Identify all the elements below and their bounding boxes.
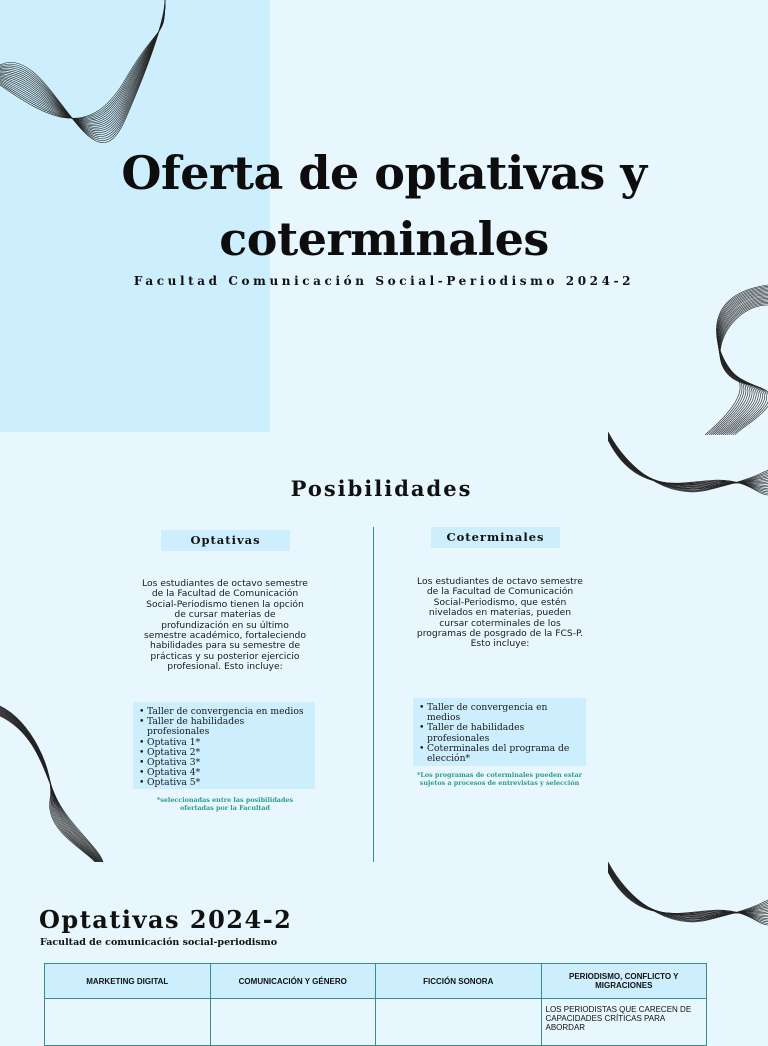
- optativas-section-title: Optativas 2024-2: [39, 905, 293, 934]
- table-header: COMUNICACIÓN Y GÉNERO: [210, 964, 376, 999]
- table-header-row: [45, 964, 707, 999]
- table-cell: LOS PERIODISTAS QUE CARECEN DE CAPACIDADES CRÍTICAS PARA ABORDAR: [541, 999, 707, 1046]
- coterminales-list-box: [413, 698, 586, 766]
- optativas-table: [44, 963, 707, 1046]
- table-header: FICCIÓN SONORA: [376, 964, 542, 999]
- optativas-description: Los estudiantes de octavo semestre de la Facultad de Comunicación Social-Periodismo tienen la opción de cursar materias de profundización en su último semestre académico, fortaleciendo habilidades para su semestre de prácticas y su posterior ejercicio profesional. Esto incluye:: [142, 578, 308, 673]
- page-subtitle: Facultad Comunicación Social-Periodismo 2024-2: [133, 274, 635, 288]
- list-item: • Coterminales del programa de elección*: [427, 744, 580, 764]
- coterminales-list: [413, 698, 586, 769]
- table-header: PERIODISMO, CONFLICTO Y MIGRACIONES: [541, 964, 707, 999]
- list-item: • Taller de habilidades profesionales: [147, 717, 309, 737]
- section-title-posibilidades: Posibilidades: [290, 476, 473, 501]
- optativas-list-box: [133, 702, 315, 789]
- column-divider: [373, 527, 374, 862]
- list-item: • Taller de convergencia en medios: [147, 707, 309, 717]
- page-title: Oferta de optativas y coterminales: [121, 146, 647, 266]
- table-cell: [376, 999, 542, 1046]
- optativas-section-subtitle: Facultad de comunicación social-periodismo: [40, 937, 278, 948]
- list-item: • Optativa 1*: [147, 738, 309, 748]
- wave-decoration-right-lower: [608, 860, 768, 960]
- list-item: • Optativa 3*: [147, 758, 309, 768]
- table-header: MARKETING DIGITAL: [45, 964, 211, 999]
- list-item: • Optativa 4*: [147, 768, 309, 778]
- coterminales-description: Los estudiantes de octavo semestre de la Facultad de Comunicación Social-Periodismo, que estén nivelados en materias, pueden cursar coterminales de los programas de posgrado de la FCS-P. Esto incluye:: [416, 576, 584, 650]
- optativas-list: [133, 702, 315, 794]
- optativas-footnote: *seleccionadas entre las posibilidades ofertadas por la Facultad: [156, 796, 294, 812]
- table-row: [45, 999, 707, 1046]
- wave-decoration-right-upper: [655, 265, 768, 435]
- list-item: • Optativa 2*: [147, 748, 309, 758]
- list-item: • Optativa 5*: [147, 778, 309, 788]
- coterminales-tag: Coterminales: [431, 527, 560, 548]
- table-cell: [45, 999, 211, 1046]
- wave-decoration-left: [0, 700, 105, 862]
- coterminales-footnote: *Los programas de coterminales pueden estar sujetos a procesos de entrevistas y selección: [416, 771, 583, 787]
- list-item: • Taller de habilidades profesionales: [427, 723, 580, 743]
- optativas-tag: Optativas: [161, 530, 290, 551]
- table-cell: [210, 999, 376, 1046]
- list-item: • Taller de convergencia en medios: [427, 703, 580, 723]
